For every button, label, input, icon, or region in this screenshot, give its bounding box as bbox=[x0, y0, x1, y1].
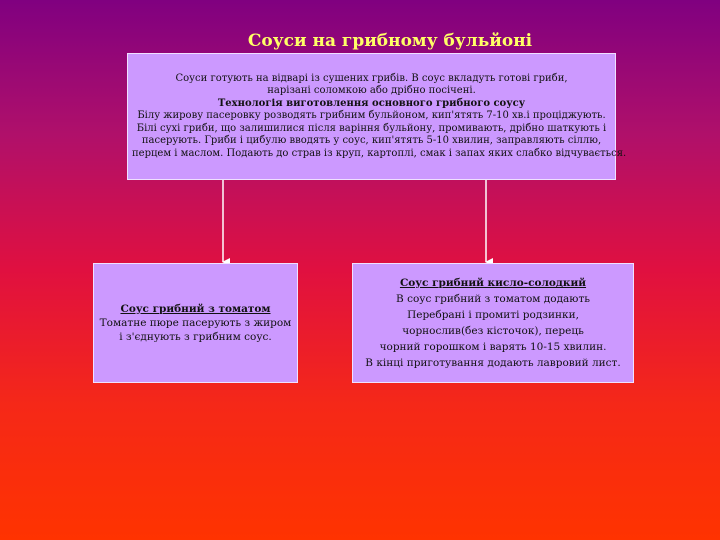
sweet-sour-sauce-line-5: В кінці приготування додають лавровий лист. bbox=[365, 357, 621, 369]
main-sauce-line-1: Соуси готують на відварі із сушених грибів. В соус вкладуть готові гриби, bbox=[175, 73, 568, 85]
tomato-sauce-line-2: і з'єднують з грибним соус. bbox=[119, 331, 272, 343]
sweet-sour-sauce-line-2: Перебрані і промиті родзинки, bbox=[407, 309, 579, 321]
tomato-sauce-box bbox=[93, 263, 298, 383]
slide-title: Соуси на грибному бульйоні bbox=[247, 31, 533, 51]
main-sauce-line-7: перцем і маслом. Подають до страв із круп, картоплі, смак і запах яких слабко відчувається. bbox=[132, 147, 627, 159]
sweet-sour-sauce-box bbox=[352, 263, 634, 383]
main-sauce-technology-heading: Технологія виготовлення основного грибного соусу bbox=[217, 97, 526, 109]
sweet-sour-sauce-line-1: В соус грибний з томатом додають bbox=[396, 293, 590, 305]
sweet-sour-sauce-heading: Соус грибний кисло-солодкий bbox=[399, 277, 587, 289]
main-sauce-line-2: нарізані соломкою або дрібно посічені. bbox=[267, 85, 476, 97]
sweet-sour-sauce-line-4: чорний горошком і варять 10-15 хвилин. bbox=[379, 341, 607, 353]
main-sauce-line-4: Білу жирову пасеровку розводять грибним бульйоном, кип'ятять 7-10 хв.і проціджують. bbox=[137, 110, 606, 122]
main-sauce-line-5: Білі сухі гриби, що залишилися після варіння бульйону, промивають, дрібно шаткують і bbox=[136, 122, 607, 134]
sweet-sour-sauce-line-3: чорнослив(без кісточок), перець bbox=[402, 325, 584, 337]
main-sauce-line-6: пасерують. Гриби і цибулю вводять у соус, кип'ятять 5-10 хвилин, заправляють сіллю, bbox=[141, 135, 602, 147]
tomato-sauce-line-1: Томатне пюре пасерують з жиром bbox=[99, 317, 292, 329]
tomato-sauce-heading: Соус грибний з томатом bbox=[120, 303, 271, 315]
